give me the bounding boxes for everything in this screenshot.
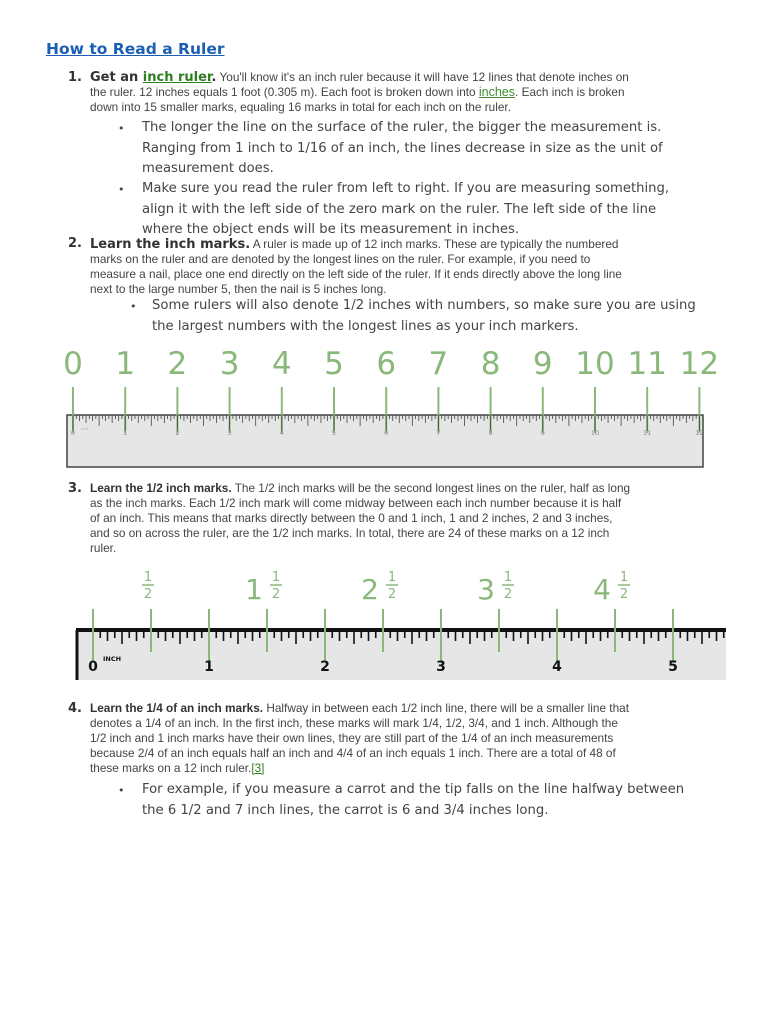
step-3-heading: Learn the 1/2 inch marks. <box>90 481 232 495</box>
ruler-small-number: 0 <box>70 429 76 437</box>
ruler-big-number: 5 <box>324 346 344 382</box>
step-number: 1. <box>68 70 82 85</box>
half-label-numerator: 1 <box>271 570 281 585</box>
bullet-icon: • <box>118 122 125 135</box>
ruler-big-number: 6 <box>376 346 397 382</box>
ruler-small-number: 4 <box>279 429 284 437</box>
bullet-icon: • <box>130 300 137 313</box>
step-3-text: Learn the 1/2 inch marks. The 1/2 inch marks will be the second longest lines on the ruler, half as long as the inch marks. Each 1/2 inch mark will come midway between each inch number because it is half of an inch. This means that marks directly between the 0 and 1 inch, 1 and 2 inches, 2 and 3 inches, and so on across the ruler, are the 1/2 inch marks. In total, there are 24 of these marks on a 12 inch ruler. <box>90 481 631 555</box>
ruler-small-number: 10 <box>590 429 600 437</box>
inch-ruler-link[interactable]: inch ruler <box>142 70 212 85</box>
step-1-line3: down into 15 smaller marks, equaling 16 marks in total for each inch on the ruler. <box>90 100 511 114</box>
ruler-inch-number: 5 <box>668 659 678 675</box>
ruler-unit-label: INCH <box>103 655 122 663</box>
ruler-small-number: 3 <box>227 429 232 437</box>
half-label-whole: 3 <box>477 573 495 606</box>
half-label-numerator: 1 <box>143 570 153 585</box>
ruler-big-number: 1 <box>115 346 136 382</box>
step-2-bullet-1: Some rulers will also denote 1/2 inches with numbers, so make sure you are using the largest numbers with the longest lines as your inch markers. <box>152 298 696 334</box>
ruler-big-number: 4 <box>271 346 292 382</box>
ruler-small-number: 1 <box>123 429 128 437</box>
ruler-small-number: 5 <box>331 429 337 437</box>
ruler-small-number: 12 <box>695 429 704 437</box>
ruler-inch-number: 4 <box>552 659 562 675</box>
step-1-line2: the ruler. 12 inches equals 1 foot (0.305 m). Each foot is broken down into <box>90 85 476 99</box>
step-1-bullet-2: Make sure you read the ruler from left to right. If you are measuring something, align it with the left side of the zero mark on the ruler. The left side of the line where the object ends will be its measurement in inches. <box>142 181 670 237</box>
ruler-body <box>67 415 703 467</box>
ruler-inch-number: 0 <box>88 659 98 675</box>
half-label-denominator: 2 <box>387 587 397 602</box>
ruler-inch-number: 2 <box>320 659 330 675</box>
ruler-small-number: 6 <box>384 429 389 437</box>
half-inch-ruler-figure <box>70 566 726 686</box>
ruler-unit-label: inch <box>81 427 89 431</box>
step-1-text: Get an inch ruler. You'll know it's an inch ruler because it will have 12 lines that denote inches on the ruler. 12 inches equals 1 foot (0.305 m). Each foot is broken down into inches. Each inch is broken down into 15 smaller marks, equaling 16 marks in total for each inch on the ruler. <box>90 70 629 114</box>
inches-link[interactable]: inches <box>478 85 516 99</box>
step-2-text: Learn the inch marks. A ruler is made up of 12 inch marks. These are typically the numbered marks on the ruler and are denoted by the longest lines on the ruler. For example, if you need to measure a nail, place one end directly on the left side of the ruler. If it ends directly above the long line next to the large number 5, then the nail is 5 inches long. <box>90 237 622 296</box>
ruler-small-number: 8 <box>488 429 493 437</box>
step-number: 4. <box>68 701 82 716</box>
ruler-big-number: 12 <box>679 346 720 382</box>
half-label-denominator: 2 <box>143 587 153 602</box>
ruler-big-number: 2 <box>167 346 188 382</box>
reference-link[interactable]: [3] <box>251 761 265 775</box>
ruler-big-number: 8 <box>480 346 501 382</box>
inch-ruler-figure <box>60 340 720 472</box>
ruler-big-number: 0 <box>63 346 83 382</box>
bullet-icon: • <box>118 183 125 196</box>
step-1-bullet-1: The longer the line on the surface of the ruler, the bigger the measurement is. Ranging from 1 inch to 1/16 of an inch, the lines decrease in size as the unit of measurement does. <box>142 120 663 176</box>
ruler-big-number: 10 <box>575 346 615 382</box>
ruler-half-labels <box>142 570 630 606</box>
step-number: 2. <box>68 236 82 251</box>
step-2-heading: Learn the inch marks. <box>90 237 251 252</box>
half-label-numerator: 1 <box>503 570 513 585</box>
half-label-whole: 4 <box>593 573 611 606</box>
half-label-denominator: 2 <box>503 587 513 602</box>
ruler-big-number: 11 <box>627 346 667 382</box>
half-label-denominator: 2 <box>619 587 629 602</box>
ruler-big-number: 7 <box>428 346 449 382</box>
ruler-big-number: 9 <box>532 346 553 382</box>
half-label-denominator: 2 <box>271 587 281 602</box>
half-label-whole: 2 <box>361 573 379 606</box>
step-1-heading: Get an inch ruler. <box>90 70 217 85</box>
ruler-inch-number: 3 <box>436 659 446 675</box>
step-number: 3. <box>68 481 82 496</box>
ruler-small-number: 2 <box>175 429 180 437</box>
ruler-big-numbers <box>63 346 719 382</box>
ruler-small-number: 11 <box>643 429 652 437</box>
ruler-big-number: 3 <box>219 346 240 382</box>
ruler-small-number: 9 <box>540 429 545 437</box>
bullet-icon: • <box>118 784 125 797</box>
half-label-numerator: 1 <box>619 570 629 585</box>
ruler-small-number: 7 <box>436 429 441 437</box>
step-1-line1: You'll know it's an inch ruler because it will have 12 lines that denote inches on <box>219 70 629 84</box>
step-4-bullet-1: For example, if you measure a carrot and the tip falls on the line halfway between the 6 1/2 and 7 inch lines, the carrot is 6 and 3/4 inches long. <box>142 782 685 818</box>
page-title[interactable]: How to Read a Ruler <box>46 40 225 58</box>
half-label-numerator: 1 <box>387 570 397 585</box>
step-4-text: Learn the 1/4 of an inch marks. Halfway in between each 1/2 inch line, there will be a smaller line that denotes a 1/4 of an inch. In the first inch, these marks will mark 1/4, 1/2, 3/4, and 1 inch. Although the 1/2 inch and 1 inch marks have their own lines, they are still part of the 1/4 of an inch measurements because 2/4 of an inch equals half an inch and 4/4 of an inch equals 1 inch. There are a total of 48 of these marks on a 12 inch ruler.[3] <box>90 701 629 775</box>
step-4-heading: Learn the 1/4 of an inch marks. <box>90 701 264 715</box>
ruler-inch-number: 1 <box>204 659 214 675</box>
half-label-whole: 1 <box>245 573 263 606</box>
